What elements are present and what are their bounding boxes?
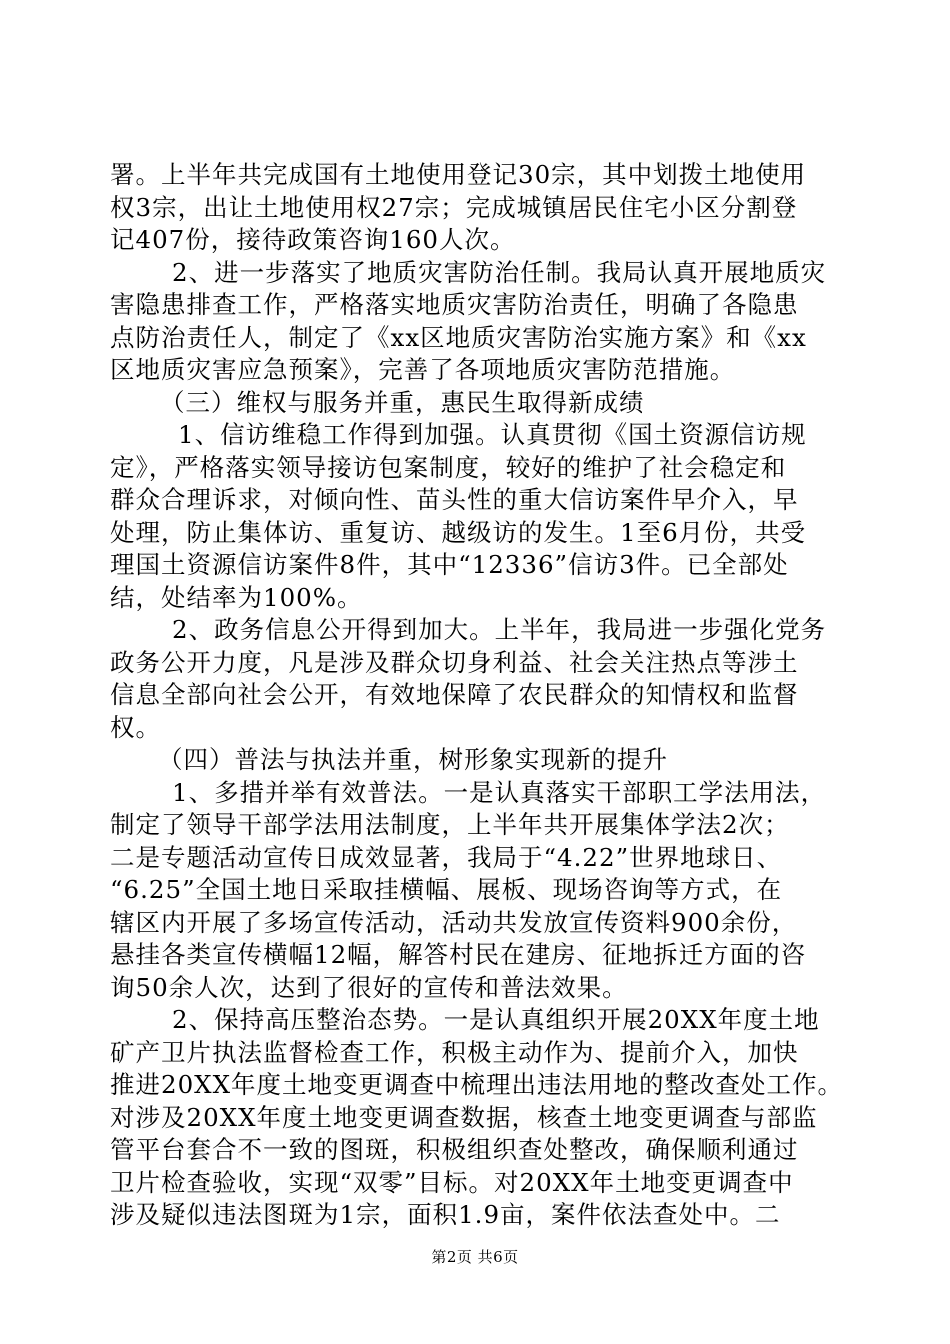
paragraph-line: 二是专题活动宣传日成效显著，我局于“4.22”世界地球日、 bbox=[110, 842, 783, 872]
paragraph-line: 卫片检查验收，实现“双零”目标。对20XX年土地变更调查中 bbox=[110, 1167, 794, 1197]
paragraph-line: 点防治责任人，制定了《xx区地质灾害防治实施方案》和《xx bbox=[110, 322, 807, 352]
paragraph-line: 1、多措并举有效普法。一是认真落实干部职工学法用法， bbox=[172, 777, 827, 807]
paragraph-line: 矿产卫片执法监督检查工作，积极主动作为、提前介入，加快 bbox=[110, 1037, 799, 1067]
paragraph-line: 群众合理诉求，对倾向性、苗头性的重大信访案件早介入，早 bbox=[110, 485, 799, 514]
section-heading: （三）维权与服务并重，惠民生取得新成绩 bbox=[160, 387, 645, 417]
paragraph-line: 管平台套合不一致的图斑，积极组织查处整改，确保顺利通过 bbox=[110, 1135, 799, 1164]
paragraph-line: 权3宗，出让土地使用权27宗；完成城镇居民住宅小区分割登 bbox=[110, 192, 798, 222]
paragraph-line: 信息全部向社会公开，有效地保障了农民群众的知情权和监督 bbox=[110, 680, 799, 709]
paragraph-line: 1、信访维稳工作得到加强。认真贯彻《国土资源信访规 bbox=[178, 420, 807, 449]
paragraph-line: 权。 bbox=[110, 712, 161, 742]
paragraph-line: 记407份，接待政策咨询160人次。 bbox=[110, 225, 516, 254]
paragraph-line: “6.25”全国土地日采取挂横幅、展板、现场咨询等方式，在 bbox=[110, 875, 783, 904]
paragraph-line: 区地质灾害应急预案》，完善了各项地质灾害防范措施。 bbox=[110, 355, 736, 384]
paragraph-line: 制定了领导干部学法用法制度，上半年共开展集体学法2次； bbox=[110, 810, 790, 839]
paragraph-line: 对涉及20XX年度土地变更调查数据，核查土地变更调查与部监 bbox=[110, 1102, 818, 1132]
paragraph-line: 2、政务信息公开得到加大。上半年，我局进一步强化党务 bbox=[172, 615, 827, 644]
paragraph-line: 处理，防止集体访、重复访、越级访的发生。1至6月份，共受 bbox=[110, 517, 807, 547]
paragraph-line: 署。上半年共完成国有土地使用登记30宗，其中划拨土地使用 bbox=[110, 160, 807, 189]
paragraph-line: 询50余人次，达到了很好的宣传和普法效果。 bbox=[110, 972, 628, 1002]
paragraph-line: 理国土资源信访案件8件，其中“12336”信访3件。已全部处 bbox=[110, 550, 789, 579]
paragraph-line: 害隐患排查工作，严格落实地质灾害防治责任，明确了各隐患 bbox=[110, 290, 799, 319]
paragraph-line: 2、保持高压整治态势。一是认真组织开展20XX年度土地 bbox=[172, 1005, 820, 1034]
paragraph-line: 结，处结率为100%。 bbox=[110, 582, 363, 612]
paragraph-line: 涉及疑似违法图斑为1宗，面积1.9亩，案件依法查处中。二 bbox=[110, 1200, 781, 1229]
section-heading: （四）普法与执法并重，树形象实现新的提升 bbox=[158, 745, 668, 774]
paragraph-line: 政务公开力度，凡是涉及群众切身利益、社会关注热点等涉土 bbox=[110, 647, 799, 677]
paragraph-line: 定》，严格落实领导接访包案制度，较好的维护了社会稳定和 bbox=[110, 452, 787, 482]
page-footer: 第2页 共6页 bbox=[431, 1247, 519, 1266]
paragraph-line: 悬挂各类宣传横幅12幅，解答村民在建房、征地拆迁方面的咨 bbox=[110, 940, 807, 969]
paragraph-line: 推进20XX年度土地变更调查中梳理出违法用地的整改查处工作。 bbox=[110, 1070, 844, 1099]
paragraph-line: 辖区内开展了多场宣传活动，活动共发放宣传资料900余份， bbox=[110, 907, 798, 937]
paragraph-line: 2、进一步落实了地质灾害防治任制。我局认真开展地质灾 bbox=[172, 257, 827, 287]
